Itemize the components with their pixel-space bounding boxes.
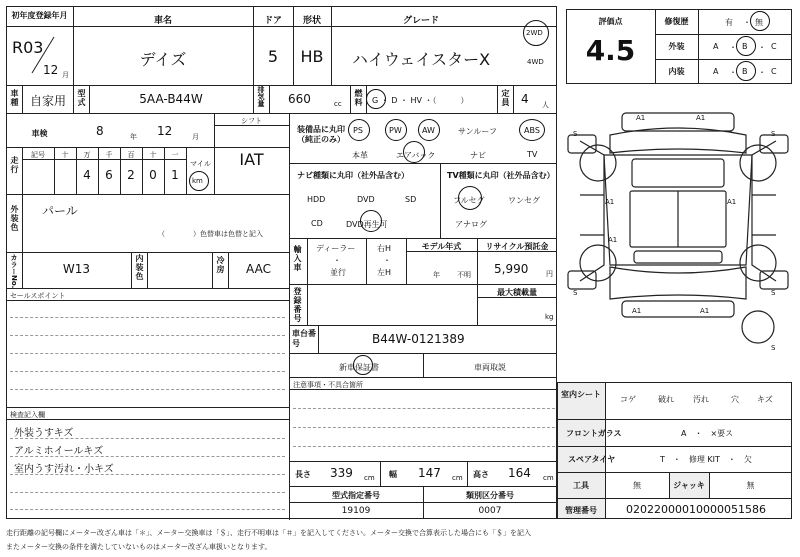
usage-value: 自家用 bbox=[30, 94, 67, 108]
int-c: C bbox=[771, 67, 777, 76]
category-label: 類別区分番号 bbox=[466, 491, 514, 500]
nav-dvd-play: DVD再生可 bbox=[346, 220, 388, 229]
color-no-label: カラーNo. bbox=[10, 254, 18, 289]
height-value: 164 bbox=[508, 466, 531, 480]
interior-color-label: 内装色 bbox=[135, 254, 144, 281]
inspection-year: 8 bbox=[96, 124, 104, 138]
capacity-label: 定員 bbox=[501, 89, 510, 107]
door-header: ドア bbox=[264, 16, 282, 26]
length-value: 339 bbox=[330, 466, 353, 480]
ext-a: A bbox=[713, 42, 719, 51]
car-name: デイズ bbox=[139, 50, 187, 69]
recycle-value: 5,990 bbox=[494, 262, 529, 276]
model-year-unknown: 不明 bbox=[457, 271, 471, 279]
digit-header-2: 千 bbox=[105, 151, 113, 159]
unit-km: km bbox=[192, 177, 203, 185]
ext-b: B bbox=[742, 42, 748, 51]
height-unit: cm bbox=[543, 474, 554, 482]
recycle-label: リサイクル預託金 bbox=[485, 242, 549, 251]
capacity-value: 4 bbox=[521, 92, 529, 106]
cc-value: 660 bbox=[288, 92, 311, 106]
import-parallel: 並行 bbox=[330, 268, 346, 277]
ext-dot-2: ・ bbox=[758, 43, 766, 52]
equipment-title: 装備品に丸印（純正のみ） bbox=[297, 125, 345, 144]
int-b: B bbox=[742, 67, 748, 76]
mileage-digit-0: 4 bbox=[83, 168, 91, 182]
length-label: 長さ bbox=[295, 470, 311, 479]
door-count: 5 bbox=[267, 47, 279, 66]
import-dealer: ディーラー bbox=[316, 244, 356, 253]
code-label: 記号 bbox=[31, 151, 45, 159]
reg-year: R03 bbox=[12, 38, 44, 57]
digit-header-0: 十 bbox=[61, 151, 69, 159]
mark-a1-3: A1 bbox=[605, 198, 615, 206]
tools-label: 工具 bbox=[573, 481, 589, 490]
capacity-unit: 人 bbox=[542, 101, 549, 109]
mark-a1-7: A1 bbox=[700, 307, 710, 315]
width-value: 147 bbox=[418, 466, 441, 480]
nav-sd: SD bbox=[405, 195, 417, 204]
new-car-guarantee: 新車保証書 bbox=[339, 363, 379, 372]
max-load-unit: kg bbox=[545, 313, 554, 321]
max-load-label: 最大積載量 bbox=[497, 288, 537, 297]
mileage-digit-1: 6 bbox=[105, 168, 113, 182]
jack-label: ジャッキ bbox=[673, 481, 705, 490]
inspector-line-2: アルミホイールキズ bbox=[14, 446, 104, 457]
tv-analog: アナログ bbox=[455, 220, 487, 229]
car-damage-diagram bbox=[560, 95, 796, 375]
equip-airbag: エアバック bbox=[396, 151, 436, 160]
tv-oneseg: ワンセグ bbox=[508, 196, 540, 205]
category-value: 0007 bbox=[478, 506, 502, 516]
model-value: 5AA-B44W bbox=[139, 92, 203, 106]
windshield-label: フロントガラス bbox=[566, 429, 622, 438]
spare-tire-value: T ・ 修理 KIT ・ 欠 bbox=[660, 455, 752, 464]
tools-value: 無 bbox=[633, 481, 641, 490]
mgmt-label: 管理番号 bbox=[565, 506, 597, 515]
width-unit: cm bbox=[452, 474, 463, 482]
cc-label: 排気量 bbox=[257, 86, 265, 107]
footnote-2: またメーター交換の条件を満たしていないものはメーター改ざん車扱いとなります。 bbox=[6, 543, 272, 551]
sheet-tear: 破れ bbox=[658, 395, 674, 404]
int-dot-1: ・ bbox=[729, 68, 737, 77]
exterior-grade-label: 外装 bbox=[668, 42, 685, 51]
spare-tire-label: スペアタイヤ bbox=[568, 455, 616, 464]
fuel-label: 燃料 bbox=[354, 89, 363, 107]
length-unit: cm bbox=[364, 474, 375, 482]
tv-type-title: TV種類に丸印（社外品含む） bbox=[447, 171, 555, 180]
int-dot-2: ・ bbox=[758, 68, 766, 77]
inspection-month: 12 bbox=[157, 124, 173, 138]
tire-mark-4: S bbox=[771, 289, 776, 297]
fuel-options: G ・ D ・ HV ・（ ） bbox=[372, 96, 469, 105]
score-label: 評価点 bbox=[598, 17, 623, 26]
inspector-line-1: 外装うすキズ bbox=[14, 428, 74, 439]
nav-cd: CD bbox=[311, 219, 323, 228]
model-year-unit: 年 bbox=[433, 271, 440, 279]
inspector-label: 検査記入欄 bbox=[10, 411, 45, 419]
score-value: 4.5 bbox=[585, 34, 636, 67]
model-label: 型式 bbox=[77, 89, 86, 107]
designation-value: 19109 bbox=[341, 506, 371, 516]
digit-header-4: 十 bbox=[149, 151, 157, 159]
import-dot: ・ bbox=[333, 256, 341, 265]
import-dot-2: ・ bbox=[383, 256, 391, 265]
windshield-value: A ・ ×要ス bbox=[681, 429, 734, 438]
chassis-value: B44W-0121389 bbox=[372, 332, 465, 346]
color-no-value: W13 bbox=[62, 262, 91, 276]
mgmt-value: 02022000010000051586 bbox=[626, 503, 766, 516]
sheet-hole: 穴 bbox=[731, 395, 739, 404]
equip-pw: PW bbox=[389, 126, 402, 135]
sheet-burn: コゲ bbox=[620, 395, 636, 404]
repair-no: 無 bbox=[755, 18, 763, 27]
mileage-label: 走行 bbox=[10, 156, 19, 174]
digit-header-3: 百 bbox=[127, 151, 135, 159]
mileage-digit-2: 2 bbox=[127, 168, 135, 182]
repaint-note: （ ）色替車は色替と記入 bbox=[158, 230, 263, 238]
mark-a1-1: A1 bbox=[636, 114, 646, 122]
tire-mark-5: S bbox=[771, 344, 776, 352]
ac-value: AAC bbox=[246, 262, 271, 276]
import-rh: 右H bbox=[377, 244, 392, 253]
shape-value: HB bbox=[300, 47, 324, 66]
inspection-label: 車検 bbox=[31, 129, 48, 138]
mark-a1-4: A1 bbox=[727, 198, 737, 206]
tire-mark-1: S bbox=[573, 130, 578, 138]
inspection-month-unit: 月 bbox=[192, 133, 199, 141]
interior-grade-label: 内装 bbox=[668, 67, 685, 76]
recycle-unit: 円 bbox=[546, 270, 553, 278]
footnote-1: 走行距離の記号欄にメーター改ざん車は「＊」、メーター交換車は「＄」、走行不明車は「＃」を記入してください。メーター交換で合算表示した場合にも「＄」を記入 bbox=[6, 529, 531, 537]
car-name-header: 車名 bbox=[153, 16, 172, 26]
width-label: 幅 bbox=[389, 470, 397, 479]
ac-label: 冷房 bbox=[216, 256, 225, 274]
exterior-color-value: パール bbox=[42, 204, 78, 218]
mileage-digit-4: 1 bbox=[171, 168, 179, 182]
tv-fullseg: フルセグ bbox=[453, 196, 485, 205]
height-label: 高さ bbox=[473, 470, 489, 479]
import-label: 輸入車 bbox=[293, 245, 302, 272]
nav-dvd: DVD bbox=[357, 195, 375, 204]
shift-label: シフト bbox=[241, 117, 262, 125]
repair-history-label: 修復歴 bbox=[664, 17, 689, 26]
sheet-stain: 汚れ bbox=[693, 395, 709, 404]
ext-dot-1: ・ bbox=[729, 43, 737, 52]
nav-type-title: ナビ種類に丸印（社外品含む） bbox=[297, 171, 409, 180]
nav-hdd: HDD bbox=[307, 195, 326, 204]
jack-value: 無 bbox=[746, 481, 755, 490]
designation-label: 型式指定番号 bbox=[332, 491, 380, 500]
reg-date-header: 初年度登録年月 bbox=[11, 11, 68, 20]
equip-sunroof: サンルーフ bbox=[458, 127, 497, 136]
cc-unit: cc bbox=[334, 100, 342, 108]
notes-label: 注意事項・不具合箇所 bbox=[293, 381, 363, 389]
digit-header-1: 万 bbox=[83, 151, 91, 159]
tire-mark-2: S bbox=[771, 130, 776, 138]
repair-dot: ・ bbox=[743, 18, 751, 27]
equip-leather: 本革 bbox=[352, 151, 368, 160]
inspector-line-3: 室内うす汚れ・小キズ bbox=[14, 464, 114, 475]
chassis-label: 車台番号 bbox=[292, 329, 316, 348]
mark-a1-6: A1 bbox=[632, 307, 642, 315]
equip-navi: ナビ bbox=[470, 151, 486, 160]
mark-a1-5: A1 bbox=[608, 236, 618, 244]
reg-month: 12 bbox=[43, 63, 59, 77]
int-a: A bbox=[713, 67, 719, 76]
sales-point-label: セールスポイント bbox=[10, 292, 66, 300]
tire-mark-3: S bbox=[573, 289, 578, 297]
unit-mile: マイル bbox=[190, 160, 211, 168]
grade-value: ハイウェイスターX bbox=[351, 50, 491, 69]
drive-2wd: 2WD bbox=[526, 29, 543, 37]
grade-header: グレード bbox=[402, 16, 439, 26]
equip-aw: AW bbox=[422, 126, 435, 135]
shape-header: 形状 bbox=[302, 16, 321, 26]
import-lh: 左H bbox=[377, 268, 392, 277]
usage-label: 車種 bbox=[10, 89, 19, 107]
repair-yes: 有 bbox=[725, 18, 733, 27]
drive-4wd: 4WD bbox=[527, 58, 544, 66]
registration-label: 登録番号 bbox=[293, 287, 302, 323]
manual: 車両取説 bbox=[474, 363, 506, 372]
mileage-digit-3: 0 bbox=[149, 168, 157, 182]
mark-a1-2: A1 bbox=[696, 114, 706, 122]
equip-abs: ABS bbox=[524, 126, 540, 135]
model-year-label: モデル年式 bbox=[421, 242, 462, 251]
exterior-color-label: 外装色 bbox=[10, 205, 19, 232]
equip-ps: PS bbox=[353, 126, 363, 135]
digit-header-5: 一 bbox=[171, 151, 179, 159]
equip-tv: TV bbox=[527, 150, 538, 159]
reg-month-unit: 月 bbox=[62, 71, 69, 79]
ext-c: C bbox=[771, 42, 777, 51]
interior-sheet-label: 室内シート bbox=[561, 390, 601, 399]
shift-value: IAT bbox=[239, 150, 264, 169]
inspection-year-unit: 年 bbox=[130, 133, 137, 141]
sheet-scratch: キズ bbox=[757, 395, 773, 404]
